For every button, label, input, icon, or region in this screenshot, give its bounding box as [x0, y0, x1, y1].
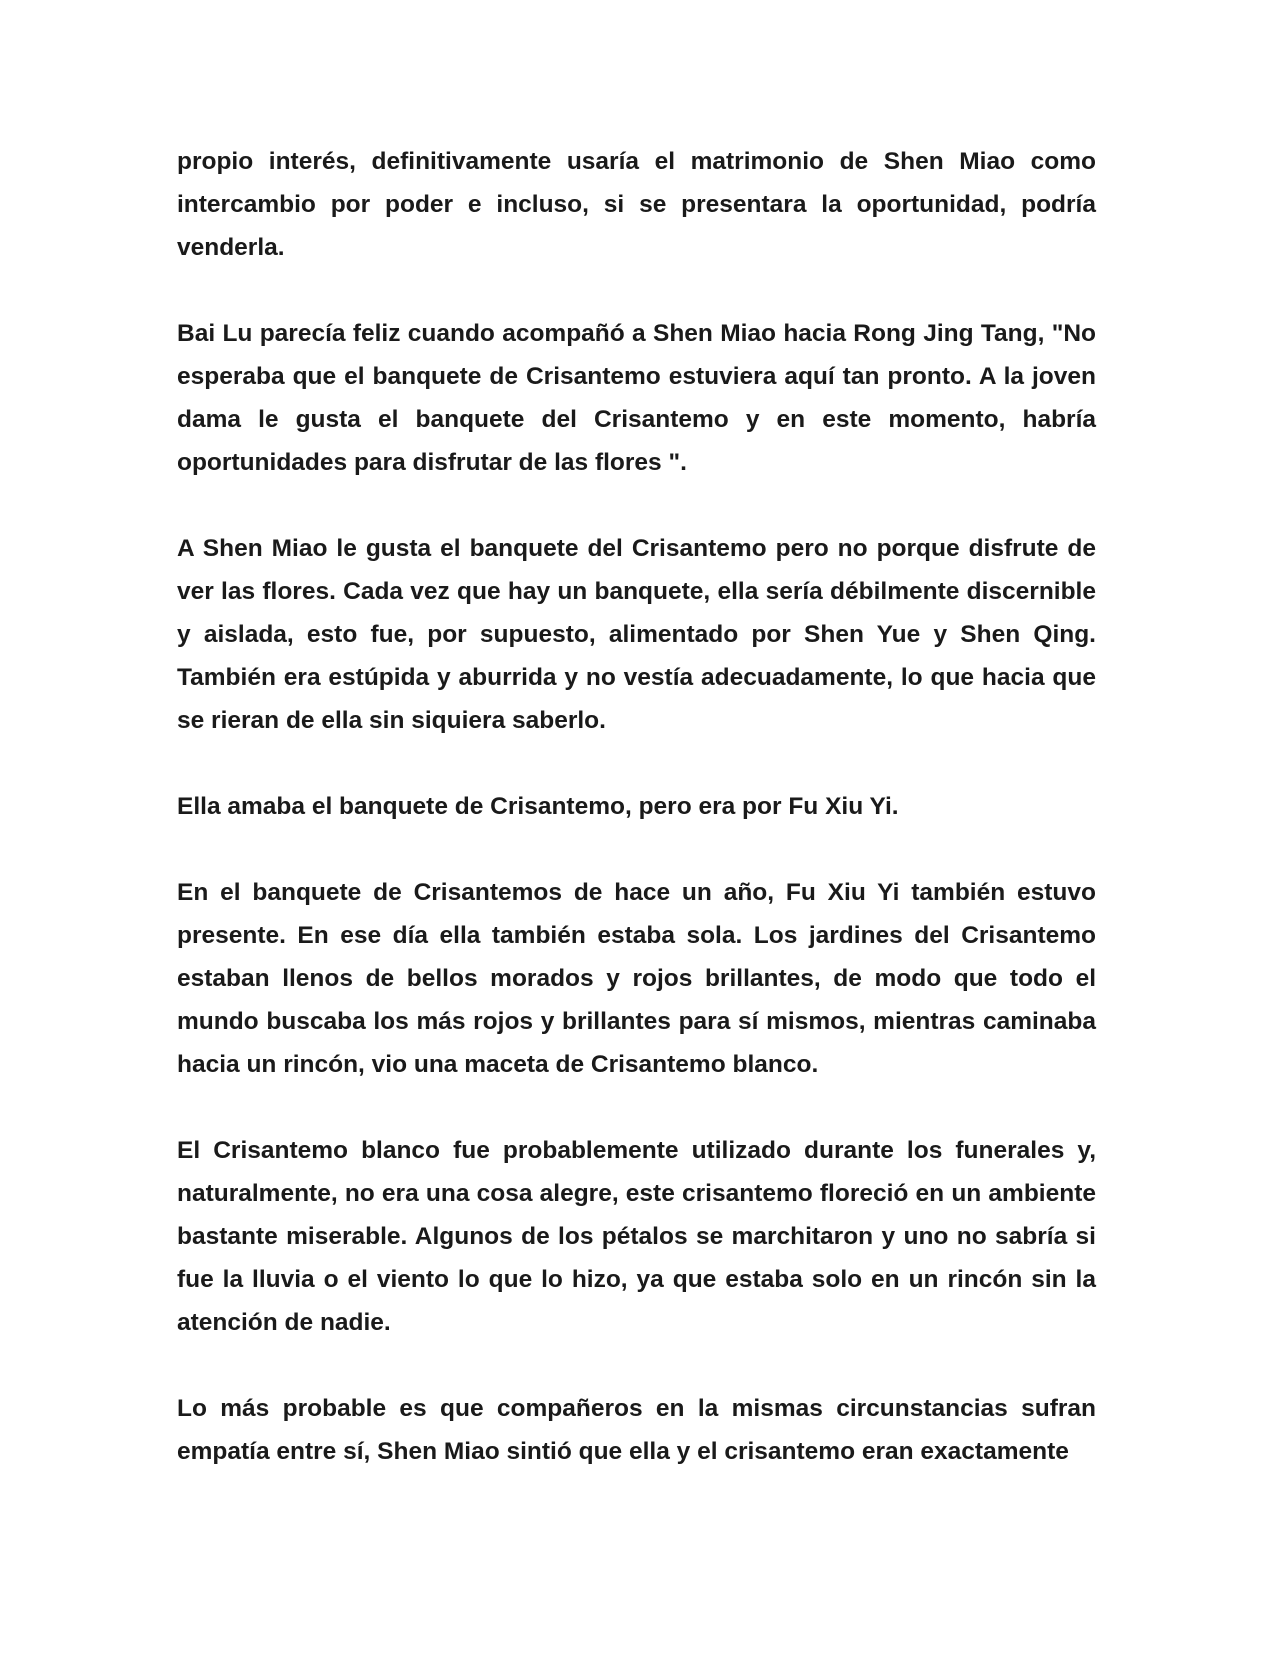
paragraph-2: Bai Lu parecía feliz cuando acompañó a Shen Miao hacia Rong Jing Tang, "No esperaba que el banquete de Crisantemo estuviera aquí tan pronto. A la joven dama le gusta el banquete del Crisantemo y en este momento, habría oportunidades para disfrutar de las flores ". [177, 320, 1096, 476]
body-text [177, 140, 1096, 1473]
paragraph-5: En el banquete de Crisantemos de hace un año, Fu Xiu Yi también estuvo presente. En ese día ella también estaba sola. Los jardines del Crisantemo estaban llenos de bellos morados y rojos brillantes, de modo que todo el mundo buscaba los más rojos y brillantes para sí mismos, mientras caminaba hacia un rincón, vio una maceta de Crisantemo blanco. [177, 879, 1096, 1078]
paragraph-6: El Crisantemo blanco fue probablemente utilizado durante los funerales y, naturalmente, no era una cosa alegre, este crisantemo floreció en un ambiente bastante miserable. Algunos de los pétalos se marchitaron y uno no sabría si fue la lluvia o el viento lo que lo hizo, ya que estaba solo en un rincón sin la atención de nadie. [177, 1137, 1096, 1336]
paragraph-7: Lo más probable es que compañeros en la mismas circunstancias sufran empatía entre sí, Shen Miao sintió que ella y el crisantemo eran exactamente [177, 1395, 1096, 1465]
paragraph-4: Ella amaba el banquete de Crisantemo, pero era por Fu Xiu Yi. [177, 793, 899, 820]
paragraph-3: A Shen Miao le gusta el banquete del Crisantemo pero no porque disfrute de ver las flores. Cada vez que hay un banquete, ella sería débilmente discernible y aislada, esto fue, por supuesto, alimentado por Shen Yue y Shen Qing. También era estúpida y aburrida y no vestía adecuadamente, lo que hacia que se rieran de ella sin siquiera saberlo. [177, 535, 1096, 734]
paragraph-1: propio interés, definitivamente usaría el matrimonio de Shen Miao como intercambio por poder e incluso, si se presentara la oportunidad, podría venderla. [177, 148, 1096, 261]
